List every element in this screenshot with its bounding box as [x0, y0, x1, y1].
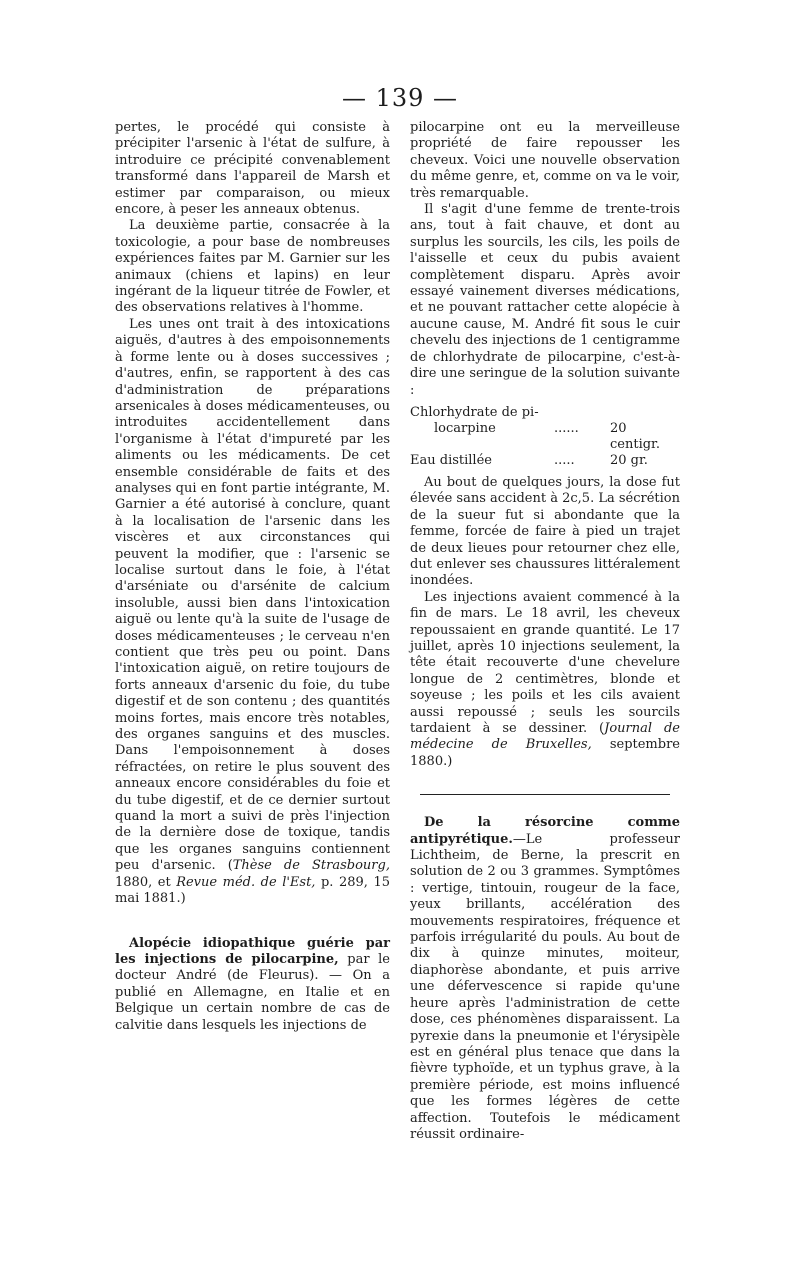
- page-number: — 139 —: [341, 84, 459, 112]
- citation-open: (: [587, 721, 605, 736]
- paragraph: pilocarpine ont eu la merveilleuse propriété de faire repousser les cheveux. Voici une nouvelle observation du même genre, et, comme on va le voir, très remarquable.: [410, 120, 680, 201]
- paragraph: Au bout de quelques jours, la dose fut élevée sans accident à 2c,5. La sécrétion de la sueur fut si abondante que la femme, forcée de faire à pied un trajet de deux lieues pour retourner chez elle, dut enlever ses chaussures littéralement inondées.: [410, 474, 680, 589]
- formula-line: Eau distillée ..... 20 gr.: [410, 452, 648, 468]
- paragraph: Il s'agit d'une femme de trente-trois ans, tout à fait chauve, et dont au surplus les sourcils, les cils, les poils de l'aisselle et ceux du pubis avaient complètement disparu. Après avoir essayé vainement diverses médications, et ne pouvant rattacher cette alopécie à aucune cause, M. André fit sous le cuir chevelu des injections de 1 centigramme de chlorhydrate de pilocarpine, c'est-à-dire une seringue de la solution suivante :: [410, 202, 680, 398]
- citation-date: p. 289, 15 mai 1881.): [115, 874, 390, 907]
- paragraph-text: Les injections avaient commencé à la fin de mars. Le 18 avril, les cheveux repoussaient en grande quantité. Le 17 juillet, après 10 injections seulement, la tête était recouverte d'une chevelure longue de 2 centimètres, blonde et soyeuse ; les poils et les cils avaient aussi repoussé ; seuls les sourcils tardaient à se dessiner.: [410, 589, 680, 736]
- paragraph: La deuxième partie, consacrée à la toxicologie, a pour base de nombreuses expériences faites par M. Garnier sur les animaux (chiens et lapins) en leur ingérant de la liqueur titrée de Fowler, et des observations relatives à l'homme.: [115, 218, 390, 316]
- article-title: De la résorcine comme antipyrétique.: [410, 815, 680, 847]
- citation-open: (: [215, 858, 233, 874]
- formula-line: locarpine ...... 20 centigr.: [434, 420, 660, 452]
- article-text: —Le professeur Lichtheim, de Berne, la prescrit en solution de 2 ou 3 grammes. Symptômes : vertige, tintouin, rougeur de la face, yeux brillants, accélération des mouvements respiratoires, fréquence et parfois irrégularité du pouls. Au bout de dix à quinze minutes, moiteur, diaphorèse abondante, et puis arrive une défervescence si rapide qu'une heure après l'administration de cette dose, ces phénomènes disparaissent. La pyrexie dans la pneumonie et l'érysipèle est en général plus tenace que dans la fièvre typhoïde, et un typhus grave, à la première période, est moins influencé que les formes légères de cette affection. Toutefois le médicament réussit ordinaire-: [410, 831, 680, 1142]
- paragraph-with-citation: [410, 590, 680, 770]
- citation-text: 1880, et: [115, 874, 177, 890]
- article-resorcine: [410, 815, 680, 1143]
- section-divider: [420, 794, 670, 795]
- article-title: Alopécie idiopathique guérie par les injections de pilocarpine,: [115, 935, 390, 967]
- citation-journal: Revue méd. de l'Est,: [176, 874, 316, 890]
- paragraph-text: Les unes ont trait à des intoxications aiguës, d'autres à des empoisonnements à forme lente ou à doses successives ; d'autres, enfin, se rapportent à des cas d'administration de préparations arsenicales à doses médicamenteuses, ou introduites accidentellement dans l'organisme à l'état d'impureté par les aliments ou les médicaments. De cet ensemble considérable de faits et des analyses qui en font partie intégrante, M. Garnier a été autorisé à conclure, quant à la localisation de l'arsenic dans les viscères et aux circonstances qui peuvent la modifier, que : l'arsenic se localise surtout dans le foie, à l'état d'arséniate ou d'arsénite de calcium insoluble, aussi bien dans l'intoxication aiguë ou lente qu'à la suite de l'usage de doses médicamenteuses ; le cerveau n'en contient que très peu ou point. Dans l'intoxication aiguë, on retire toujours de forts anneaux d'arsenic du foie, du tube digestif et de son contenu ; des quantités moins fortes, mais encore très notables, des organes sanguins et des muscles. Dans l'empoisonnement à doses réfractées, on retire le plus souvent des anneaux encore considérables du foie et du tube digestif, et de ce dernier surtout quand la mort a suivi de près l'injection de la dernière dose de toxique, tandis que les organes sanguins contiennent peu d'arsenic.: [115, 316, 390, 874]
- section-gap: [115, 908, 390, 936]
- formula-line: Chlorhydrate de pi-: [410, 404, 539, 420]
- prescription-formula: [410, 405, 680, 469]
- paragraph: pertes, le procédé qui consiste à précipiter l'arsenic à l'état de sulfure, à introduire ce précipité convenablement transformé dans l'appareil de Marsh et estimer par comparaison, ou mieux encore, à peser les anneaux obtenus.: [115, 120, 390, 218]
- article-text: par le docteur André (de Fleurus). — On a publié en Allemagne, en Italie et en Belgique un certain nombre de cas de calvitie dans lesquels les injections de: [115, 951, 391, 1033]
- citation-journal: Journal de médecine de Bruxelles,: [410, 721, 680, 753]
- citation-date: septembre 1880.): [410, 737, 680, 769]
- left-column: [115, 120, 390, 1034]
- paragraph-with-citation: [115, 317, 390, 908]
- citation-title: Thèse de Strasbourg,: [232, 858, 390, 874]
- article-alopecie: [115, 936, 390, 1034]
- right-column: [410, 120, 680, 1143]
